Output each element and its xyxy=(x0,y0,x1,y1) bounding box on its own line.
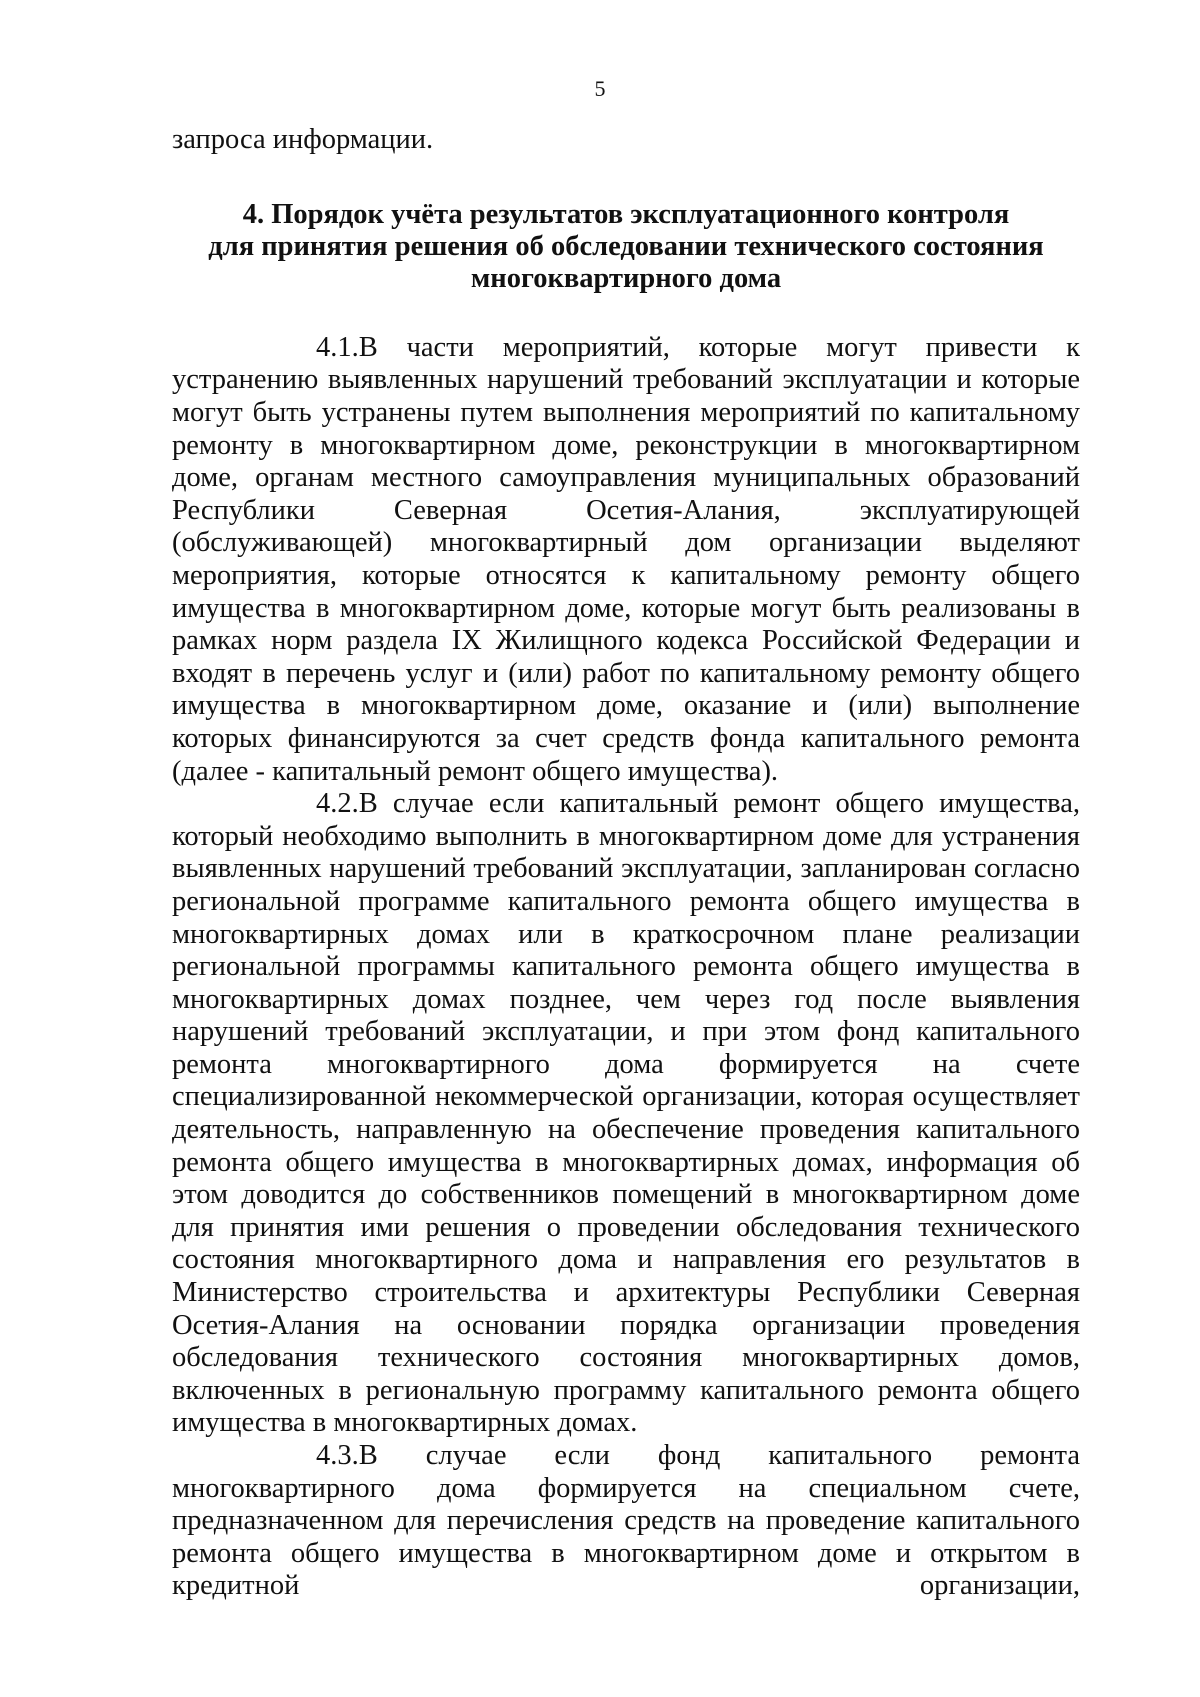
heading-line-3: многоквартирного дома xyxy=(470,263,782,295)
paragraph-text: В случае если фонд капитального ремонта многоквартирного дома формируется на специальном счете, предназначенном для перечисления средств на проведение капитального ремонта общего имущества в многоквартирном доме и открытом в кредитной организации, xyxy=(172,1440,1080,1602)
page-number: 5 xyxy=(594,76,606,101)
section-heading xyxy=(172,199,1080,296)
heading-line-2: для принятия решения об обследовании технического состояния xyxy=(208,231,1044,262)
paragraph-text: В части мероприятий, которые могут привести к устранению выявленных нарушений требований эксплуатации и которые могут быть устранены путем выполнения мероприятий по капитальному ремонту в многоквартирном доме, реконструкции в многоквартирном доме, органам местного самоуправления муниципальных образований Республики Северная Осетия-Алания, эксплуатирующей (обслуживающей) многоквартирный дом организации выделяют мероприятия, которые относятся к капитальному ремонту общего имущества в многоквартирном доме, которые могут быть реализованы в рамках норм раздела IX Жилищного кодекса Российской Федерации и входят в перечень услуг и (или) работ по капитальному ремонту общего имущества в многоквартирном доме, оказание и (или) выполнение которых финансируются за счет средств фонда капитального ремонта (далее - капитальный ремонт общего имущества). xyxy=(172,331,1080,787)
paragraph-4-2 xyxy=(172,788,1080,1440)
paragraph-4-3 xyxy=(172,1440,1080,1603)
paragraph-number: 4.3. xyxy=(316,1440,359,1471)
paragraph-number: 4.1. xyxy=(316,331,359,363)
paragraph-4-1 xyxy=(172,332,1080,788)
continuation-text: запроса информации. xyxy=(172,124,434,155)
paragraph-text: В случае если капитальный ремонт общего имущества, который необходимо выполнить в многоквартирном доме для устранения выявленных нарушений требований эксплуатации, запланирован согласно региональной программе капитального ремонта общего имущества в многоквартирных домах или в краткосрочном плане реализации региональной программы капитального ремонта общего имущества в многоквартирных домах позднее, чем через год после выявления нарушений требований эксплуатации, и при этом фонд капитального ремонта многоквартирного дома формируется на счете специализированной некоммерческой организации, которая осуществляет деятельность, направленную на обеспечение проведения капитального ремонта общего имущества в многоквартирных домах, информация об этом доводится до собственников помещений в многоквартирном доме для принятия ими решения о проведении обследования технического состояния многоквартирного дома и направления его результатов в Министерство строительства и архитектуры Республики Северная Осетия-Алания на основании порядка организации проведения обследования технического состояния многоквартирных домов, включенных в региональную программу капитального ремонта общего имущества в многоквартирных домах. xyxy=(172,788,1080,1439)
sections-list xyxy=(172,332,1080,1603)
heading-line-1: 4. Порядок учёта результатов эксплуатационного контроля xyxy=(242,198,1010,230)
document-body xyxy=(172,124,1080,1603)
paragraph-number: 4.2. xyxy=(316,788,359,820)
